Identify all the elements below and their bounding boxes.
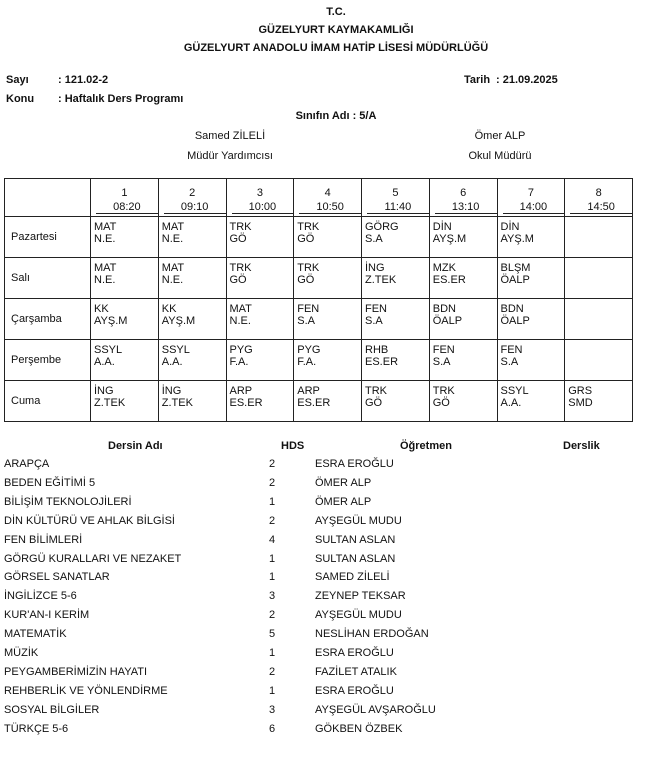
period-header: [226, 179, 294, 217]
lesson-code: MZK: [432, 262, 456, 274]
lesson-teacher: ÖALP: [500, 274, 530, 286]
lesson-code: RHB: [365, 344, 389, 356]
lesson-cell: [226, 340, 294, 381]
day-name: Çarşamba: [5, 299, 91, 340]
period-number: 3: [256, 187, 263, 199]
lesson-cell: [158, 299, 226, 340]
course-row: [0, 458, 672, 477]
period-time: 09:10: [164, 201, 226, 214]
lesson-cell: [497, 340, 565, 381]
lesson-teacher: N.E.: [229, 315, 251, 327]
lesson-code: MAT: [161, 262, 185, 274]
lesson-cell: [429, 217, 497, 258]
course-row: [0, 553, 672, 572]
course-hours: 5: [268, 628, 276, 641]
period-header: [91, 179, 159, 217]
course-teacher: SAMED ZİLELİ: [315, 571, 390, 584]
lesson-cell: [429, 258, 497, 299]
course-teacher: GÖKBEN ÖZBEK: [315, 722, 403, 735]
course-teacher: SULTAN ASLAN: [315, 552, 396, 565]
lesson-teacher: ES.ER: [297, 397, 331, 409]
period-number: 2: [189, 187, 196, 199]
course-teacher-header: Öğretmen: [400, 440, 452, 452]
course-teacher: AYŞEGÜL MUDU: [315, 609, 402, 622]
lesson-teacher: GÖ: [229, 233, 247, 245]
course-row: [0, 515, 672, 534]
course-row: [0, 685, 672, 704]
course-teacher: ESRA EROĞLU: [315, 684, 394, 697]
lesson-cell: [497, 217, 565, 258]
course-hours: 1: [268, 571, 276, 584]
lesson-teacher: GÖ: [297, 274, 315, 286]
day-row: [5, 340, 633, 381]
day-row: [5, 258, 633, 299]
lesson-teacher: N.E.: [161, 233, 184, 245]
course-row: [0, 628, 672, 647]
lesson-code: MAT: [161, 221, 185, 233]
lesson-code: FEN: [297, 303, 320, 315]
course-name: FEN BİLİMLERİ: [4, 533, 83, 546]
lesson-cell: [91, 381, 159, 422]
lesson-teacher: S.A: [500, 356, 519, 368]
lesson-cell: [91, 217, 159, 258]
lesson-teacher: N.E.: [94, 233, 116, 245]
corner-cell: [5, 179, 91, 217]
lesson-cell: [294, 299, 362, 340]
lesson-cell: [565, 217, 633, 258]
course-name: BEDEN EĞİTİMİ 5: [4, 476, 96, 489]
course-hours: 2: [268, 514, 276, 527]
course-name: GÖRSEL SANATLAR: [4, 571, 110, 584]
tarih-label: Tarih: [464, 74, 491, 86]
lesson-teacher: Z.TEK: [94, 397, 126, 409]
lesson-cell: [565, 381, 633, 422]
lesson-cell: [362, 258, 430, 299]
course-teacher: ZEYNEP TEKSAR: [315, 590, 406, 603]
day-row: [5, 299, 633, 340]
lesson-code: DİN: [432, 221, 452, 233]
lesson-code: MAT: [229, 303, 252, 315]
lesson-teacher: S.A: [432, 356, 451, 368]
period-time: 10:00: [232, 201, 294, 214]
lesson-cell: [429, 340, 497, 381]
course-name-header: Dersin Adı: [108, 440, 163, 452]
lesson-teacher: SMD: [568, 397, 593, 409]
period-header: [362, 179, 430, 217]
lesson-cell: [362, 217, 430, 258]
lesson-code: TRK: [432, 385, 455, 397]
course-hours: 3: [268, 703, 276, 716]
course-name: ARAPÇA: [4, 458, 50, 470]
course-row: [0, 477, 672, 496]
lesson-cell: [362, 340, 430, 381]
course-row: [0, 666, 672, 685]
period-header: [294, 179, 362, 217]
lesson-cell: [362, 381, 430, 422]
lesson-code: ARP: [229, 385, 253, 397]
course-row: [0, 609, 672, 628]
lesson-cell: [362, 299, 430, 340]
lesson-teacher: S.A: [365, 233, 383, 245]
lesson-teacher: ES.ER: [365, 356, 399, 368]
period-number: 8: [595, 187, 602, 199]
lesson-cell: [226, 381, 294, 422]
course-name: PEYGAMBERİMİZİN HAYATI: [4, 665, 148, 678]
sayi-value: : 121.02-2: [58, 74, 109, 86]
day-name: Salı: [5, 258, 91, 299]
period-number: 5: [392, 187, 399, 199]
lesson-code: SSYL: [500, 385, 529, 397]
lesson-teacher: AYŞ.M: [94, 315, 128, 327]
lesson-teacher: A.A.: [161, 356, 183, 368]
course-row: [0, 647, 672, 666]
course-hours-header: HDS: [281, 440, 305, 452]
day-name: Perşembe: [5, 340, 91, 381]
principal-name: Ömer ALP: [474, 130, 526, 142]
lesson-cell: [429, 381, 497, 422]
header-line-3: GÜZELYURT ANADOLU İMAM HATİP LİSESİ MÜDÜRLÜĞÜ: [183, 42, 489, 54]
course-teacher: ÖMER ALP: [315, 476, 372, 489]
course-teacher: ÖMER ALP: [315, 495, 372, 508]
course-row: [0, 590, 672, 609]
course-teacher: ESRA EROĞLU: [315, 647, 394, 659]
course-name: TÜRKÇE 5-6: [4, 722, 69, 735]
lesson-code: TRK: [297, 221, 320, 233]
lesson-code: TRK: [229, 262, 252, 274]
day-row: [5, 217, 633, 258]
principal-role: Okul Müdürü: [468, 150, 532, 162]
course-teacher: AYŞEGÜL MUDU: [315, 514, 402, 527]
course-hours: 2: [268, 476, 276, 489]
course-name: BİLİŞİM TEKNOLOJİLERİ: [4, 495, 132, 508]
course-hours: 1: [268, 684, 276, 697]
konu-value: : Haftalık Ders Programı: [58, 93, 184, 105]
course-row: [0, 704, 672, 723]
lesson-code: GRS: [568, 385, 593, 397]
course-name: REHBERLİK VE YÖNLENDİRME: [4, 684, 168, 697]
lesson-teacher: GÖ: [432, 397, 450, 409]
course-row: [0, 571, 672, 590]
lesson-code: FEN: [432, 344, 455, 356]
lesson-code: TRK: [365, 385, 387, 397]
lesson-code: FEN: [500, 344, 523, 356]
course-name: İNGİLİZCE 5-6: [4, 590, 77, 603]
course-hours: 2: [268, 665, 276, 678]
period-header: [429, 179, 497, 217]
lesson-cell: [497, 299, 565, 340]
course-row: [0, 723, 672, 742]
lesson-code: TRK: [229, 221, 252, 233]
lesson-teacher: Z.TEK: [161, 397, 193, 409]
course-hours: 4: [268, 533, 276, 546]
lesson-cell: [226, 299, 294, 340]
course-row: [0, 534, 672, 553]
class-title: Sınıfın Adı : 5/A: [295, 110, 377, 122]
lesson-cell: [226, 217, 294, 258]
period-time: 14:00: [503, 201, 565, 214]
course-hours: 3: [268, 590, 276, 603]
lesson-code: MAT: [94, 221, 117, 233]
lesson-code: FEN: [365, 303, 387, 315]
day-name: Cuma: [5, 381, 91, 422]
course-name: MATEMATİK: [4, 628, 67, 641]
lesson-cell: [91, 340, 159, 381]
course-name: KUR'AN-I KERİM: [4, 609, 90, 622]
lesson-teacher: ES.ER: [229, 397, 263, 409]
sayi-label: Sayı: [6, 74, 29, 86]
lesson-code: MAT: [94, 262, 117, 274]
period-time: 08:20: [96, 201, 158, 214]
lesson-teacher: GÖ: [297, 233, 315, 245]
lesson-code: İNG: [365, 262, 385, 274]
course-name: GÖRGÜ KURALLARI VE NEZAKET: [4, 552, 182, 565]
lesson-cell: [294, 217, 362, 258]
course-hours: 6: [268, 722, 276, 735]
konu-label: Konu: [6, 93, 35, 105]
course-hours: 1: [268, 552, 276, 565]
lesson-teacher: N.E.: [94, 274, 116, 286]
lesson-code: ARP: [297, 385, 320, 397]
period-time: 10:50: [299, 201, 361, 214]
lesson-code: PYG: [229, 344, 253, 356]
day-row: [5, 381, 633, 422]
lesson-teacher: F.A.: [229, 356, 249, 368]
lesson-code: İNG: [94, 385, 114, 397]
course-teacher: FAZİLET ATALIK: [315, 665, 397, 678]
period-time: 14:50: [570, 201, 632, 214]
lesson-code: BDN: [432, 303, 456, 315]
lesson-cell: [91, 258, 159, 299]
lesson-teacher: N.E.: [161, 274, 184, 286]
period-number: 4: [324, 187, 331, 199]
course-teacher: NESLİHAN ERDOĞAN: [315, 628, 429, 641]
lesson-teacher: AYŞ.M: [161, 315, 196, 327]
period-header: [497, 179, 565, 217]
header-line-1: T.C.: [326, 6, 346, 18]
lesson-teacher: AYŞ.M: [500, 233, 534, 245]
period-header: [565, 179, 633, 217]
lesson-cell: [294, 340, 362, 381]
course-hours: 2: [268, 458, 276, 470]
course-name: SOSYAL BİLGİLER: [4, 703, 100, 716]
lesson-code: TRK: [297, 262, 320, 274]
lesson-cell: [497, 258, 565, 299]
lesson-code: BDN: [500, 303, 524, 315]
lesson-teacher: ÖALP: [500, 315, 530, 327]
lesson-code: PYG: [297, 344, 321, 356]
header-line-2: GÜZELYURT KAYMAKAMLIĞI: [258, 24, 414, 36]
lesson-cell: [497, 381, 565, 422]
lesson-code: KK: [161, 303, 177, 315]
lesson-teacher: ES.ER: [432, 274, 466, 286]
lesson-cell: [158, 258, 226, 299]
lesson-code: KK: [94, 303, 109, 315]
period-number: 6: [460, 187, 467, 199]
lesson-code: SSYL: [161, 344, 190, 356]
course-teacher: AYŞEGÜL AVŞAROĞLU: [315, 703, 436, 716]
course-teacher: ESRA EROĞLU: [315, 458, 394, 470]
course-hours: 1: [268, 647, 276, 659]
period-header: [158, 179, 226, 217]
periods-header-row: [5, 179, 633, 217]
lesson-cell: [226, 258, 294, 299]
lesson-cell: [565, 258, 633, 299]
lesson-code: SSYL: [94, 344, 123, 356]
deputy-role: Müdür Yardımcısı: [187, 150, 273, 162]
lesson-cell: [294, 258, 362, 299]
course-hours: 2: [268, 609, 276, 622]
lesson-teacher: S.A: [365, 315, 383, 327]
day-name: Pazartesi: [5, 217, 91, 258]
tarih-value: : 21.09.2025: [496, 74, 558, 86]
period-number: 1: [121, 187, 128, 199]
weekly-schedule-table: [4, 178, 633, 422]
lesson-code: DİN: [500, 221, 520, 233]
lesson-cell: [158, 381, 226, 422]
lesson-cell: [294, 381, 362, 422]
period-time: 13:10: [435, 201, 497, 214]
course-row: [0, 496, 672, 515]
period-number: 7: [527, 187, 534, 199]
lesson-teacher: S.A: [297, 315, 315, 327]
course-name: MÜZİK: [4, 647, 39, 659]
lesson-teacher: A.A.: [94, 356, 115, 368]
course-hours: 1: [268, 495, 276, 508]
deputy-name: Samed ZİLELİ: [194, 130, 266, 142]
lesson-teacher: GÖ: [365, 397, 383, 409]
course-room-header: Derslik: [563, 440, 600, 452]
lesson-cell: [158, 340, 226, 381]
lesson-cell: [565, 299, 633, 340]
lesson-cell: [565, 340, 633, 381]
lesson-teacher: F.A.: [297, 356, 317, 368]
lesson-teacher: GÖ: [229, 274, 247, 286]
course-teacher: SULTAN ASLAN: [315, 533, 396, 546]
lesson-code: GÖRG: [365, 221, 399, 233]
lesson-cell: [429, 299, 497, 340]
lesson-teacher: Z.TEK: [365, 274, 397, 286]
lesson-code: BLŞM: [500, 262, 531, 274]
lesson-teacher: ÖALP: [432, 315, 463, 327]
period-time: 11:40: [367, 201, 429, 214]
lesson-code: İNG: [161, 385, 182, 397]
lesson-teacher: AYŞ.M: [432, 233, 467, 245]
course-name: DİN KÜLTÜRÜ VE AHLAK BİLGİSİ: [4, 514, 175, 527]
lesson-teacher: A.A.: [500, 397, 522, 409]
lesson-cell: [158, 217, 226, 258]
lesson-cell: [91, 299, 159, 340]
